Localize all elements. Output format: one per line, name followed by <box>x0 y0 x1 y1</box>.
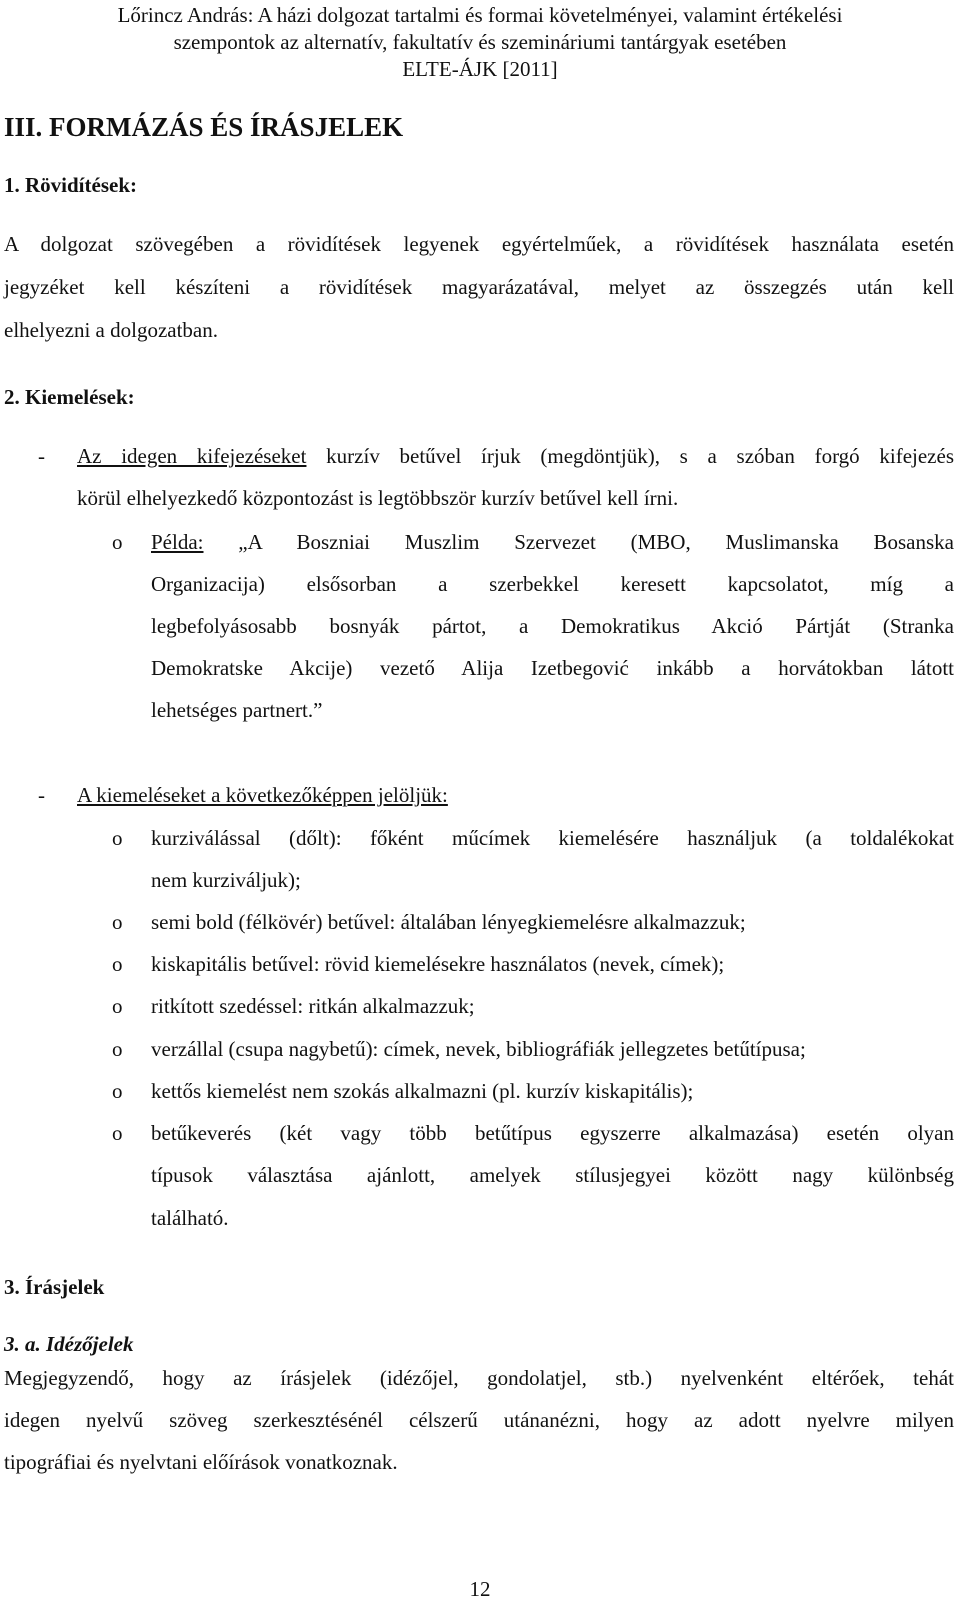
running-header <box>0 2 960 83</box>
list-item: nem kurziváljuk); <box>151 868 301 892</box>
bullet-text: A kiemeléseket a következőképpen jelöljük: <box>77 783 448 807</box>
list-item: semi bold (félkövér) betűvel: általában lényegkiemelésre alkalmazzuk; <box>151 910 746 934</box>
example-line: legbefolyásosabb bosnyák pártot, a Demokratikus Akció Pártját (Stranka <box>151 614 954 638</box>
page-number: 12 <box>469 1577 491 1601</box>
paragraph-line: elhelyezni a dolgozatban. <box>4 318 218 342</box>
list-item: típusok választása ajánlott, amelyek stílusjegyei között nagy különbség <box>151 1163 954 1187</box>
list-item: betűkeverés (két vagy több betűtípus egyszerre alkalmazása) esetén olyan <box>151 1121 954 1145</box>
paragraph-line: A dolgozat szövegében a rövidítések legyenek egyértelműek, a rövidítések használata esetén <box>4 232 954 256</box>
circle-bullet: o <box>112 530 123 554</box>
circle-bullet: o <box>112 1121 123 1145</box>
header-line-3: ELTE-ÁJK [2011] <box>402 57 558 81</box>
heading-abbreviations: 1. Rövidítések: <box>4 173 137 197</box>
header-line-2: szempontok az alternatív, fakultatív és szemináriumi tantárgyak esetében <box>173 30 787 54</box>
list-item: kiskapitális betűvel: rövid kiemelésekre használatos (nevek, címek); <box>151 952 725 976</box>
circle-bullet: o <box>112 952 123 976</box>
circle-bullet: o <box>112 994 123 1018</box>
circle-bullet: o <box>112 910 123 934</box>
list-item: található. <box>151 1206 229 1230</box>
paragraph-line: idegen nyelvű szöveg szerkesztésénél célszerű utánanézni, hogy az adott nyelvre milyen <box>4 1408 954 1432</box>
bullet-text-rest: kurzív betűvel írjuk (megdöntjük), s a szóban forgó kifejezés <box>306 444 954 468</box>
bullet-text <box>77 444 954 469</box>
list-item: verzállal (csupa nagybetű): címek, nevek, bibliográfiák jellegzetes betűtípusa; <box>151 1037 806 1061</box>
example-line: Organizacija) elsősorban a szerbekkel keresett kapcsolatot, míg a <box>151 572 954 596</box>
dash-bullet: - <box>38 444 45 468</box>
heading-emphasis: 2. Kiemelések: <box>4 385 135 409</box>
paragraph-line: jegyzéket kell készíteni a rövidítések magyarázatával, melyet az összegzés után kell <box>4 275 954 299</box>
paragraph-line: tipográfiai és nyelvtani előírások vonatkoznak. <box>4 1450 398 1474</box>
subheading-quotation-marks: 3. a. Idézőjelek <box>4 1332 134 1356</box>
example-line: lehetséges partnert.” <box>151 698 323 722</box>
header-line-1: Lőrincz András: A házi dolgozat tartalmi és formai követelményei, valamint értékelési <box>117 3 843 27</box>
section-title: III. FORMÁZÁS ÉS ÍRÁSJELEK <box>4 112 404 142</box>
list-item: ritkított szedéssel: ritkán alkalmazzuk; <box>151 994 475 1018</box>
example-line <box>151 530 954 555</box>
heading-punctuation: 3. Írásjelek <box>4 1275 105 1299</box>
dash-bullet: - <box>38 783 45 807</box>
list-item: kettős kiemelést nem szokás alkalmazni (pl. kurzív kiskapitális); <box>151 1079 694 1103</box>
example-line: Demokratske Akcije) vezető Alija Izetbegović inkább a horvátokban látott <box>151 656 954 680</box>
example-text: „A Boszniai Muszlim Szervezet (MBO, Muslimanska Bosanska <box>203 530 954 554</box>
circle-bullet: o <box>112 826 123 850</box>
paragraph-line: Megjegyzendő, hogy az írásjelek (idézőjel, gondolatjel, stb.) nyelvenként eltérőek, tehát <box>4 1366 954 1390</box>
bullet-text: körül elhelyezkedő központozást is legtöbbször kurzív betűvel kell írni. <box>77 486 679 510</box>
underlined-phrase: Az idegen kifejezéseket <box>77 444 307 468</box>
list-item: kurziválással (dőlt): főként műcímek kiemelésére használjuk (a toldalékokat <box>151 826 954 850</box>
circle-bullet: o <box>112 1079 123 1103</box>
circle-bullet: o <box>112 1037 123 1061</box>
example-label: Példa: <box>151 530 204 554</box>
